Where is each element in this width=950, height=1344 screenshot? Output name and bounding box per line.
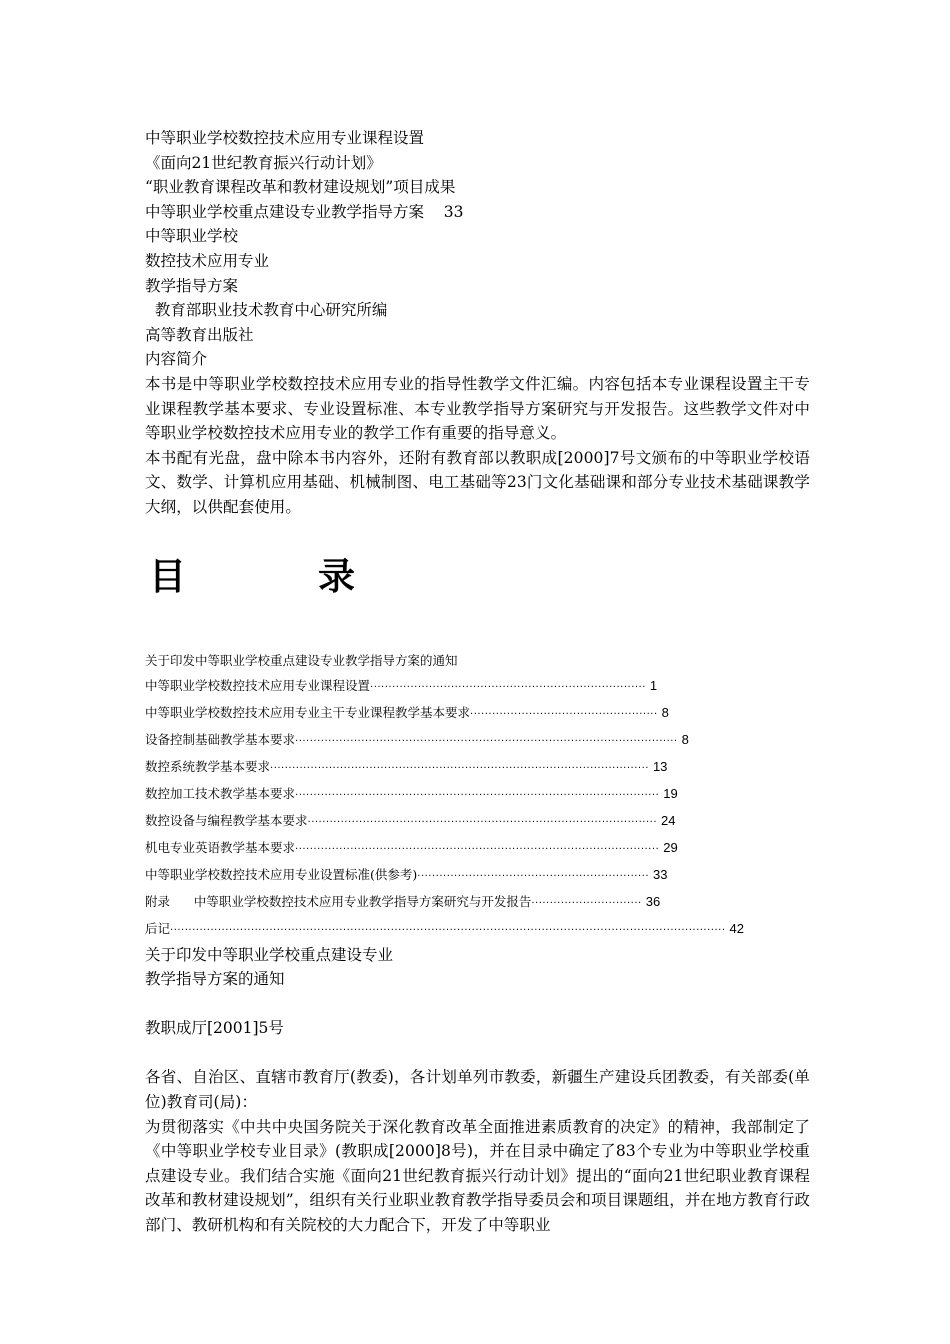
table-of-contents <box>145 648 810 943</box>
toc-entry-title: 数控加工技术教学基本要求 <box>145 785 296 801</box>
intro-paragraph: 本书是中等职业学校数控技术应用专业的指导性教学文件汇编。内容包括本专业课程设置主干专业课程教学基本要求、专业设置标准、本专业教学指导方案研究与开发报告。这些教学文件对中等职业学校数控技术应用专业的教学工作有重要的指导意义。 <box>145 374 810 443</box>
toc-entry-title: 设备控制基础教学基本要求 <box>145 731 296 747</box>
toc-entry-title: 中等职业学校数控技术应用专业主干专业课程教学基本要求 <box>145 704 471 720</box>
spacer <box>145 992 810 1017</box>
toc-leader-dots: ········································································································ <box>295 735 678 747</box>
toc-entry-title: 中等职业学校数控技术应用专业设置标准(供参考) <box>145 866 418 882</box>
toc-page-number: 29 <box>663 839 678 855</box>
toc-entry-title: 数控设备与编程教学基本要求 <box>145 812 308 828</box>
toc-entry-title: 关于印发中等职业学校重点建设专业教学指导方案的通知 <box>145 652 458 668</box>
header-block <box>145 126 810 372</box>
page-content <box>145 126 810 1238</box>
header-line: 高等教育出版社 <box>145 325 254 344</box>
toc-title <box>145 546 810 608</box>
header-line: 中等职业学校 <box>145 227 239 246</box>
section-heading-intro: 内容简介 <box>145 350 208 369</box>
notice-doc-number: 教职成厅[2001]5号 <box>145 1019 284 1038</box>
notice-body: 为贯彻落实《中共中央国务院关于深化教育改革全面推进素质教育的决定》的精神，我部制定了《中等职业学校专业目录》(教职成[2000]8号)，并在目录中确定了83个专业为中等职业学校重点建设专业。我们结合实施《面向21世纪教育振兴行动计划》提出的“面向21世纪职业教育课程改革和教材建设规划”，组织有关行业职业教育教学指导委员会和项目课题组，并在地方教育行政部门、教研机构和有关院校的大力配合下，开发了中等职业 <box>145 1117 810 1235</box>
toc-entry-title: 附录 中等职业学校数控技术应用专业教学指导方案研究与开发报告 <box>145 893 532 909</box>
toc-page-number: 42 <box>729 920 744 936</box>
toc-leader-dots: ··································································································· <box>295 843 660 855</box>
intro-paragraph: 本书配有光盘，盘中除本书内容外，还附有教育部以教职成[2000]7号文颁布的中等职业学校语文、数学、计算机应用基础、机械制图、电工基础等23门文化基础课和部分专业技术基础课教学大纲，以供配套使用。 <box>145 448 810 516</box>
header-line: 教育部职业技术教育中心研究所编 <box>145 301 388 320</box>
toc-page-number: 1 <box>649 677 658 693</box>
notice-address: 各省、自治区、直辖市教育厅(教委)，各计划单列市教委，新疆生产建设兵团教委，有关部委(单位)教育司(局)： <box>145 1068 810 1112</box>
toc-entry-title: 数控系统教学基本要求 <box>145 758 271 774</box>
header-line: 教学指导方案 <box>145 276 239 295</box>
toc-page-number: 8 <box>681 731 689 747</box>
toc-page-number: 8 <box>661 704 669 720</box>
header-line: 数控技术应用专业 <box>145 251 270 270</box>
header-line: “职业教育课程改革和教材建设规划”项目成果 <box>145 178 456 197</box>
toc-entry[interactable] <box>145 781 810 808</box>
toc-entry[interactable] <box>145 727 810 754</box>
spacer <box>145 1041 810 1066</box>
toc-entry-title: 后记 <box>145 920 171 936</box>
toc-entry-title: 机电专业英语教学基本要求 <box>145 839 296 855</box>
toc-leader-dots: ······························································································· <box>307 816 657 828</box>
notice-section <box>145 943 810 1238</box>
toc-page-number: 13 <box>652 758 668 774</box>
toc-leader-dots: ······························ <box>531 897 642 909</box>
toc-entry-title: 中等职业学校数控技术应用专业课程设置 <box>145 677 371 693</box>
toc-title-char: 目 <box>149 554 186 598</box>
header-line: 《面向21世纪教育振兴行动计划》 <box>145 153 382 172</box>
toc-entry[interactable] <box>145 916 810 943</box>
toc-leader-dots: ······························································· <box>417 870 650 882</box>
toc-leader-dots: ······················································································································································· <box>170 924 726 936</box>
toc-leader-dots: ··································································································· <box>295 789 660 801</box>
header-line: 中等职业学校数控技术应用专业课程设置 <box>145 129 425 147</box>
toc-leader-dots: ··················································· <box>470 708 658 720</box>
toc-entry[interactable] <box>145 700 810 727</box>
notice-title: 关于印发中等职业学校重点建设专业 <box>145 945 394 964</box>
notice-title: 教学指导方案的通知 <box>145 970 285 989</box>
toc-entry[interactable] <box>145 754 810 781</box>
header-line: 中等职业学校重点建设专业教学指导方案 33 <box>145 202 464 221</box>
toc-entry[interactable] <box>145 808 810 835</box>
toc-entry[interactable] <box>145 889 810 916</box>
toc-page-number: 24 <box>661 812 676 828</box>
toc-leader-dots: ······································································································· <box>270 762 649 774</box>
toc-entry[interactable] <box>145 673 810 700</box>
toc-intro[interactable] <box>145 648 810 673</box>
toc-entry[interactable] <box>145 862 810 889</box>
toc-page-number: 36 <box>645 893 661 909</box>
toc-page-number: 19 <box>663 785 678 801</box>
toc-title-char: 录 <box>318 554 355 598</box>
toc-page-number: 33 <box>653 866 668 882</box>
toc-entry[interactable] <box>145 835 810 862</box>
toc-leader-dots: ··········································································· <box>370 681 646 693</box>
